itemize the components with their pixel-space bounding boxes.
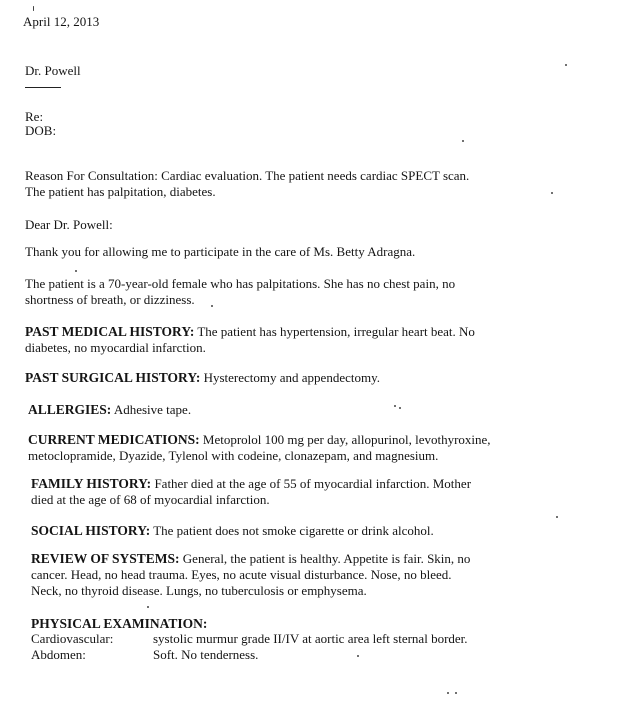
scan-speck: [462, 140, 464, 142]
intro-line-1: The patient is a 70-year-old female who has palpitations. She has no chest pain, no: [25, 276, 456, 291]
review-of-systems: [31, 551, 470, 567]
section-text: Father died at the age of 55 of myocardial infarction. Mother: [151, 476, 472, 491]
family-history: [31, 476, 471, 492]
scan-speck: [447, 692, 449, 694]
thanks-line: Thank you for allowing me to participate in the care of Ms. Betty Adragna.: [25, 244, 416, 259]
family-history-line-2: died at the age of 68 of myocardial infarction.: [31, 492, 270, 507]
signature-rule: [25, 87, 61, 88]
scan-speck: [147, 606, 149, 608]
section-heading: REVIEW OF SYSTEMS:: [31, 551, 180, 566]
section-heading: PAST SURGICAL HISTORY:: [25, 370, 201, 385]
section-heading: PAST MEDICAL HISTORY:: [25, 324, 195, 339]
section-text: The patient has hypertension, irregular heart beat. No: [194, 324, 475, 339]
section-heading: ALLERGIES:: [28, 402, 112, 417]
section-heading: FAMILY HISTORY:: [31, 476, 152, 491]
exam-label-abdomen: Abdomen:: [31, 647, 86, 662]
social-history: [31, 523, 434, 539]
scan-speck: [394, 405, 396, 407]
re-label: Re:: [25, 109, 44, 124]
section-text: Adhesive tape.: [111, 402, 192, 417]
salutation: Dear Dr. Powell:: [25, 217, 113, 232]
review-line-3: Neck, no thyroid disease. Lungs, no tuberculosis or emphysema.: [31, 583, 367, 598]
exam-value-abdomen: Soft. No tenderness.: [153, 647, 259, 662]
section-text: The patient does not smoke cigarette or drink alcohol.: [150, 523, 434, 538]
intro-line-2: shortness of breath, or dizziness.: [25, 292, 195, 307]
allergies: [28, 402, 191, 418]
reason-line-2: The patient has palpitation, diabetes.: [25, 184, 216, 199]
section-text: General, the patient is healthy. Appetite is fair. Skin, no: [179, 551, 471, 566]
medications-line-2: metoclopramide, Dyazide, Tylenol with codeine, clonazepam, and magnesium.: [28, 448, 439, 463]
past-medical-line-2: diabetes, no myocardial infarction.: [25, 340, 206, 355]
recipient-name: Dr. Powell: [25, 63, 81, 78]
dob-label: DOB:: [25, 123, 57, 138]
past-surgical-history: [25, 370, 380, 386]
exam-label-cardiovascular: Cardiovascular:: [31, 631, 114, 646]
review-line-2: cancer. Head, no head trauma. Eyes, no acute visual disturbance. Nose, no bleed.: [31, 567, 452, 582]
past-medical-history: [25, 324, 475, 340]
scan-speck: [211, 305, 213, 307]
section-heading: SOCIAL HISTORY:: [31, 523, 151, 538]
scan-speck: [556, 516, 558, 518]
section-text: Metoprolol 100 mg per day, allopurinol, levothyroxine,: [199, 432, 491, 447]
scan-speck: [33, 6, 34, 11]
letter-date: April 12, 2013: [23, 14, 100, 29]
reason-line-1: Reason For Consultation: Cardiac evaluation. The patient needs cardiac SPECT scan.: [25, 168, 470, 183]
scan-speck: [357, 655, 359, 657]
scan-speck: [399, 407, 401, 409]
exam-value-cardiovascular: systolic murmur grade II/IV at aortic area left sternal border.: [153, 631, 468, 646]
section-heading: CURRENT MEDICATIONS:: [28, 432, 200, 447]
current-medications: [28, 432, 491, 448]
scan-speck: [565, 64, 567, 66]
section-text: Hysterectomy and appendectomy.: [200, 370, 380, 385]
scan-speck: [551, 192, 553, 194]
scan-speck: [455, 692, 457, 694]
physical-exam-heading: PHYSICAL EXAMINATION:: [31, 616, 208, 631]
scan-speck: [75, 270, 77, 272]
